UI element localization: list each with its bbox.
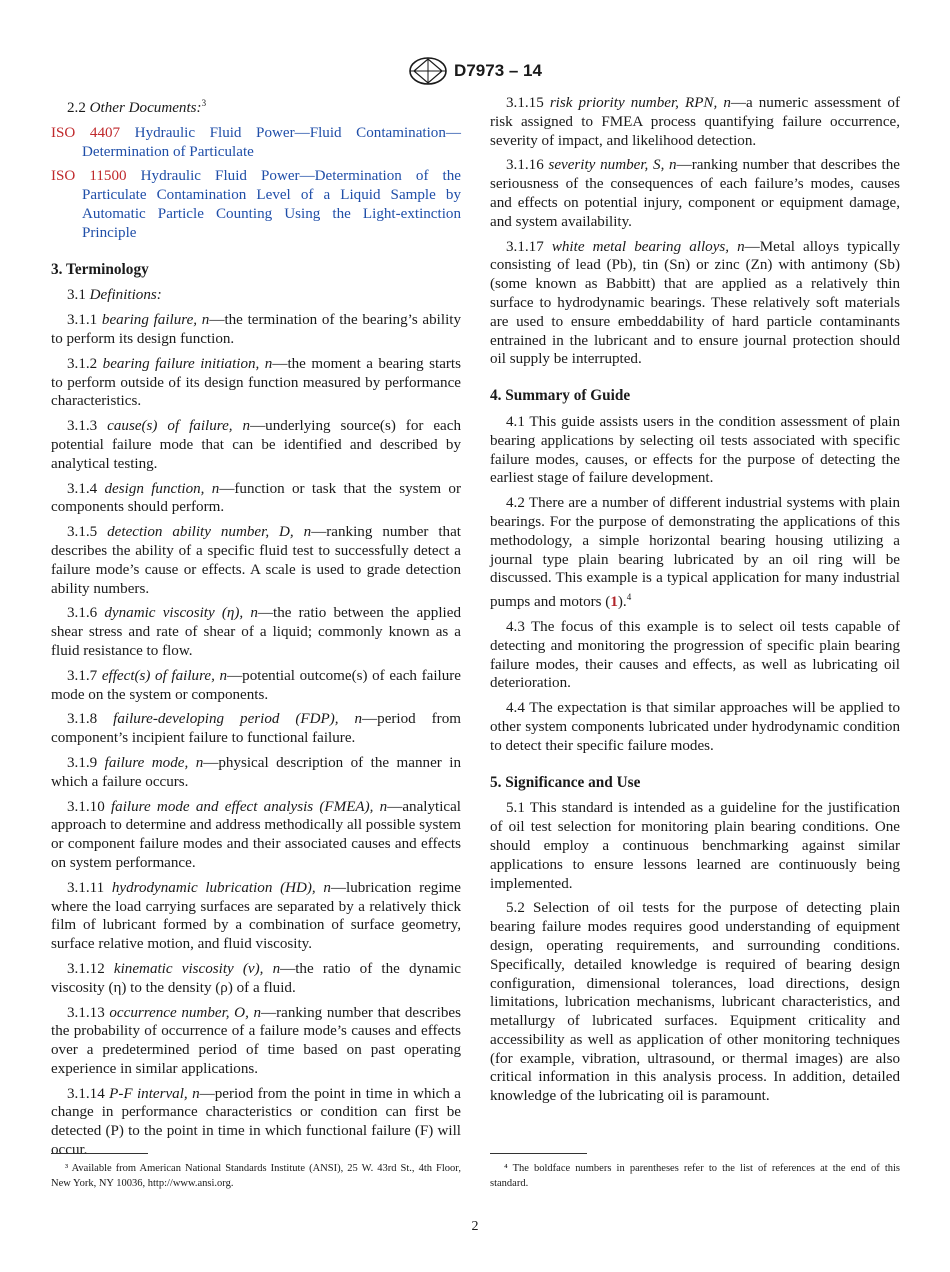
section-4-3: 4.3 The focus of this example is to select oil tests capable of detecting and monitoring the progression of specific plain bearing failure modes, their causes and effects, as well as lubricating oil deterioration. — [490, 618, 900, 692]
section-4-heading: 4. Summary of Guide — [490, 387, 631, 405]
left-column — [51, 94, 461, 1166]
section-4-4: 4.4 The expectation is that similar approaches will be applied to other system components lubricated under hydrodynamic condition to detect their specific failure modes. — [490, 700, 900, 754]
definition: 3.1.1 bearing failure, n—the termination of the bearing’s ability to perform its design function. — [51, 312, 461, 347]
section-3-1: 3.1 Definitions: — [67, 287, 162, 304]
footnote-rule-right — [490, 1153, 587, 1154]
right-column — [490, 94, 900, 1112]
reference-title: Hydraulic Fluid Power—Determination of the Particulate Contamination Level of a Liquid Sample by Automatic Particle Counting Using the Light-extinction Principle — [82, 168, 461, 241]
page-header — [0, 56, 950, 86]
section-5-1: 5.1 This standard is intended as a guideline for the justification of oil test selection for monitoring plain bearing conditions. One should employ a continuous benchmarking against similar applications to ensure lessons learned are continuously being implemented. — [490, 800, 900, 892]
definition: 3.1.7 effect(s) of failure, n—potential outcome(s) of each failure mode on the system or components. — [51, 667, 461, 703]
definition: 3.1.6 dynamic viscosity (η), n—the ratio between the applied shear stress and rate of shear of a liquid; commonly known as a fluid resistance to flow. — [51, 605, 461, 659]
reference-code: ISO 4407 — [51, 124, 121, 141]
definition: 3.1.16 severity number, S, n—ranking number that describes the seriousness of the consequences of each failure’s modes, causes and effects on potential injury, component or equipment damage, and system availability. — [490, 157, 900, 230]
definition: 3.1.17 white metal bearing alloys, n—Metal alloys typically consisting of lead (Pb), tin (Sn) or zinc (Zn) with antimony (Sb) (some known as Babbitt) that are applied as a relatively thin surface to hydrodynamic bearings. These relatively soft materials are used to ensure embeddability of hard particle contaminants entrained in the lubricant and to ensure journal protection should oil supply be interrupted. — [490, 238, 900, 368]
definition: 3.1.15 risk priority number, RPN, n—a numeric assessment of risk assigned to FMEA process quantifying failure occurrence, severity of impact, and likelihood detection. — [490, 95, 900, 149]
reference-link[interactable]: 1 — [610, 594, 618, 611]
reference-iso-11500[interactable] — [51, 167, 461, 242]
section-5-2: 5.2 Selection of oil tests for the purpose of detecting plain bearing failure modes requires good understanding of equipment design, operating requirements, and surrounding conditions. Specifically, detailed knowledge is required of bearing design configuration, dimensional tolerances, load directions, design limitations, lubrication mechanisms, lubricant characteristics, and metallurgy of lubricated surfaces. Equipment criticality and accessibility as well as application of other monitoring techniques (for example, vibration, ultrasound, or thermal images) are also critical information in this analysis process. In addition, detailed knowledge of the lubricating oil is paramount. — [490, 900, 900, 1105]
section-4-2: 4.2 There are a number of different industrial systems with plain bearings. For the purpose of demonstrating the applications of this methodology, a simple horizontal bearing housing utilizing a journal type plain bearing lubricated by an oil ring will be discussed. This example is a typical application for many industrial pumps and motors (1).$^4$ — [490, 495, 900, 611]
reference-title: Hydraulic Fluid Power—Fluid Contamination—Determination of Particulate — [82, 124, 461, 160]
section-4-1: 4.1 This guide assists users in the condition assessment of plain bearing applications by selecting oil tests associated with specific failure modes, causes, or effects for the purpose of detecting the earliest stage of failure development. — [490, 413, 900, 487]
definition: 3.1.9 failure mode, n—physical description of the manner in which a failure occurs. — [51, 754, 461, 790]
footnote-left — [51, 1161, 461, 1191]
definition: 3.1.5 detection ability number, D, n—ranking number that describes the ability of a specific fluid test to successfully detect a failure mode’s cause or effects. A scale is used to grade detection ability numbers. — [51, 524, 461, 597]
reference-iso-4407[interactable] — [51, 124, 461, 162]
section-5-heading: 5. Significance and Use — [490, 773, 641, 791]
section-2-2: 2.2 Other Documents:$^3$ — [67, 98, 207, 117]
document-id: D7973 – 14 — [454, 61, 542, 80]
reference-code: ISO 11500 — [51, 168, 127, 185]
definition: 3.1.8 failure-developing period (FDP), n—period from component’s incipient failure to functional failure. — [51, 711, 461, 747]
footnote-3: ³ Available from American National Standards Institute (ANSI), 25 W. 43rd St., 4th Floor, New York, NY 10036, http://www.ansi.org. — [51, 1163, 461, 1189]
definition: 3.1.13 occurrence number, O, n—ranking number that describes the probability of occurrence of a failure mode’s causes and effects over a predetermined period of time based on past operating experience in similar applications. — [51, 1004, 461, 1077]
definition: 3.1.11 hydrodynamic lubrication (HD), n—lubrication regime where the load carrying surfaces are separated by a relatively thick film of lubricant formed by a combination of surface geometry, surface relative motion, and fluid viscosity. — [51, 879, 461, 953]
definition: 3.1.12 kinematic viscosity (ν), n—the ratio of the dynamic viscosity (η) to the density (ρ) of a fluid. — [51, 960, 461, 996]
section-3-heading: 3. Terminology — [51, 260, 149, 278]
definition: 3.1.10 failure mode and effect analysis (FMEA), n—analytical approach to determine and address methodically all possible system or component failure modes and their associated causes and effects on system performance. — [51, 798, 461, 871]
definition: 3.1.4 design function, n—function or task that the system or components should perform. — [51, 480, 461, 516]
astm-logo-icon — [408, 56, 448, 86]
footnote-right — [490, 1161, 900, 1191]
definition: 3.1.14 P-F interval, n—period from the point in time in which a change in performance characteristics or condition can first be detected (P) to the point in time in which functional failure (F) will occur. — [51, 1085, 462, 1159]
definition: 3.1.2 bearing failure initiation, n—the moment a bearing starts to perform outside of its design function measured by performance characteristics. — [51, 355, 461, 410]
footnote-4: ⁴ The boldface numbers in parentheses refer to the list of references at the end of this standard. — [490, 1163, 900, 1189]
footnote-rule-left — [51, 1153, 148, 1154]
definition: 3.1.3 cause(s) of failure, n—underlying source(s) for each potential failure mode that can be identified and described by analytical testing. — [51, 418, 461, 472]
page-number: 2 — [471, 1219, 479, 1234]
